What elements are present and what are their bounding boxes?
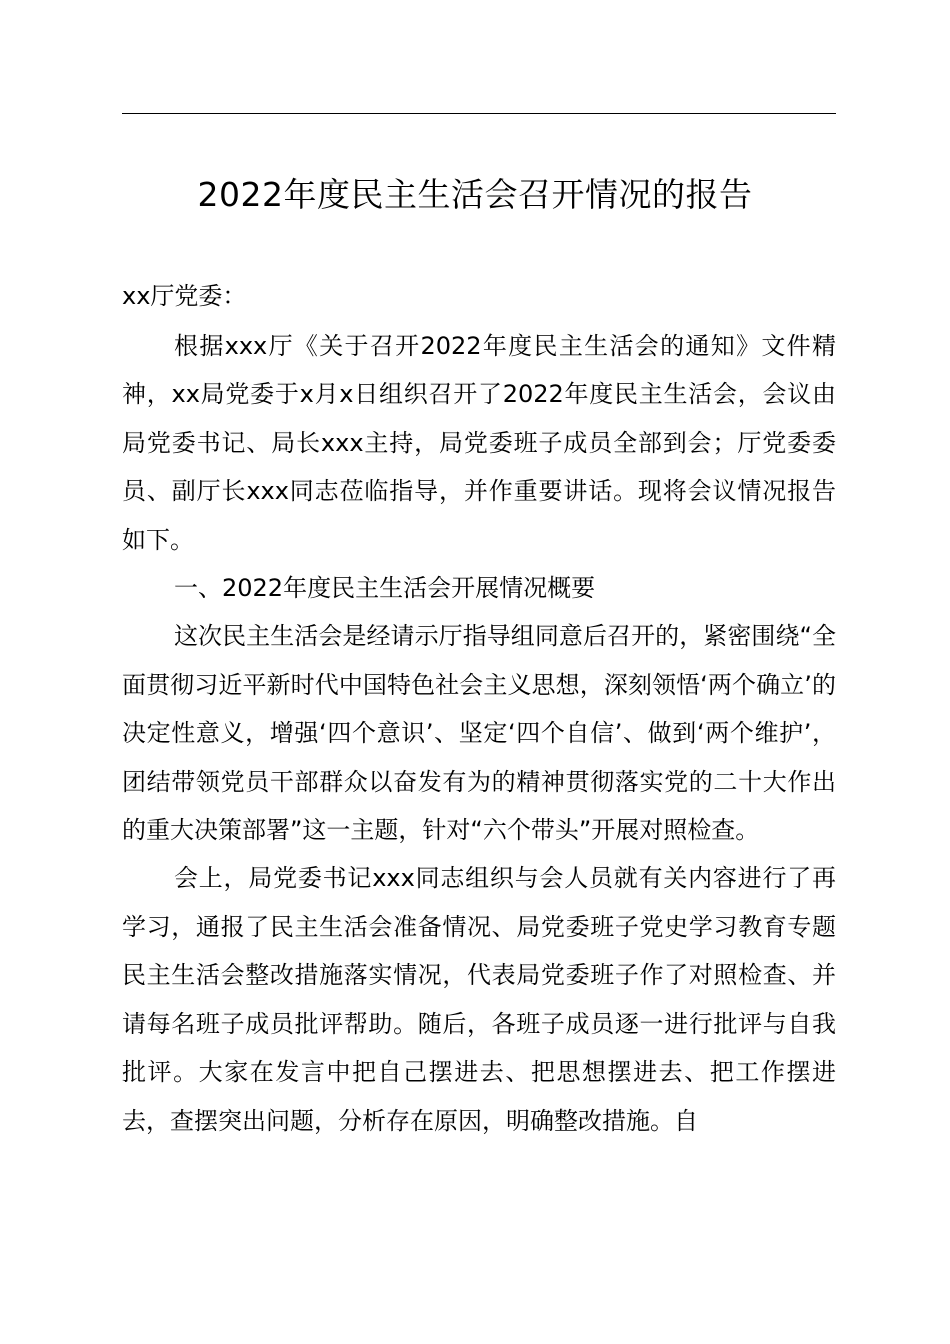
document-body <box>122 322 836 1145</box>
salutation: xx厅党委： <box>122 282 247 310</box>
paragraph-meeting: 会上，局党委书记xxx同志组织与会人员就有关内容进行了再学习，通报了民主生活会准备情况、局党委班子党史学习教育专题民主生活会整改措施落实情况，代表局党委班子作了对照检查、并请每名班子成员批评帮助。随后，各班子成员逐一进行批评与自我批评。大家在发言中把自己摆进去、把思想摆进去、把工作摆进去，查摆突出问题，分析存在原因，明确整改措施。自 <box>122 864 836 1135</box>
header-rule <box>122 113 836 114</box>
document-title: 2022年度民主生活会召开情况的报告 <box>197 175 753 214</box>
section-heading-1: 一、2022年度民主生活会开展情况概要 <box>174 574 596 603</box>
paragraph-theme: 这次民主生活会是经请示厅指导组同意后召开的，紧密围绕“全面贯彻习近平新时代中国特色社会主义思想，深刻领悟‘两个确立’的决定性意义，增强‘四个意识’、坚定‘四个自信’、做到‘两个维护’，团结带领党员干部群众以奋发有为的精神贯彻落实党的二十大作出的重大决策部署”这一主题，针对“六个带头”开展对照检查。 <box>122 622 836 845</box>
paragraph-intro: 根据xxx厅《关于召开2022年度民主生活会的通知》文件精神，xx局党委于x月x日组织召开了2022年度民主生活会，会议由局党委书记、局长xxx主持，局党委班子成员全部到会；厅党委委员、副厅长xxx同志莅临指导，并作重要讲话。现将会议情况报告如下。 <box>122 332 836 554</box>
